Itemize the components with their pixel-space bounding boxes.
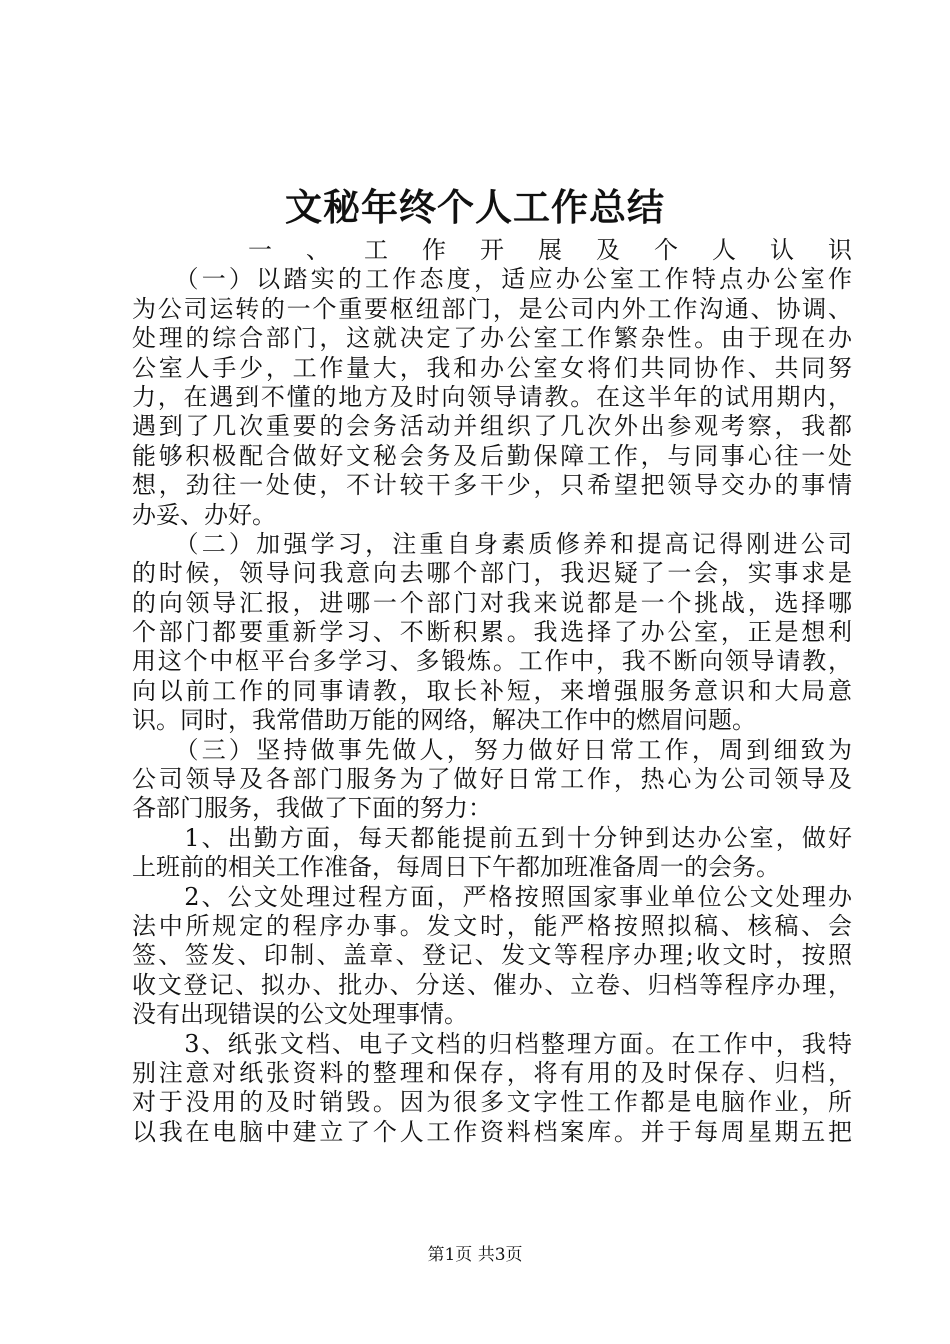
text-line: 一、工作开展及个人认识	[132, 236, 852, 264]
text-line: 别注意对纸张资料的整理和保存，将有用的及时保存、归档，	[132, 1058, 852, 1087]
text-line: （三）坚持做事先做人，努力做好日常工作，周到细致为	[132, 735, 852, 764]
text-line: 3、纸张文档、电子文档的归档整理方面。在工作中，我特	[132, 1029, 852, 1058]
text-line: 处理的综合部门，这就决定了办公室工作繁杂性。由于现在办	[132, 324, 852, 353]
text-line: 识。同时，我常借助万能的网络，解决工作中的燃眉问题。	[132, 706, 756, 735]
text-line: 向以前工作的同事请教，取长补短，来增强服务意识和大局意	[132, 676, 852, 705]
text-line: 用这个中枢平台多学习、多锻炼。工作中，我不断向领导请教，	[132, 647, 852, 676]
text-line: 以我在电脑中建立了个人工作资料档案库。并于每周星期五把	[132, 1117, 852, 1146]
text-line: 的向领导汇报，进哪一个部门对我来说都是一个挑战，选择哪	[132, 588, 852, 617]
text-line: 1、出勤方面，每天都能提前五到十分钟到达办公室，做好	[132, 823, 852, 852]
text-line: 没有出现错误的公文处理事情。	[132, 1000, 468, 1029]
text-line: 为公司运转的一个重要枢纽部门，是公司内外工作沟通、协调、	[132, 294, 852, 323]
page-footer: 第1页 共3页	[427, 1245, 523, 1265]
text-line: 上班前的相关工作准备，每周日下午都加班准备周一的会务。	[132, 853, 780, 882]
text-line: 对于没用的及时销毁。因为很多文字性工作都是电脑作业，所	[132, 1088, 852, 1117]
text-line: （一）以踏实的工作态度，适应办公室工作特点办公室作	[132, 265, 852, 294]
text-line: 个部门都要重新学习、不断积累。我选择了办公室，正是想利	[132, 618, 852, 647]
text-line: 各部门服务，我做了下面的努力：	[132, 794, 492, 823]
text-line: 公司领导及各部门服务为了做好日常工作，热心为公司领导及	[132, 765, 852, 794]
text-line: 公室人手少，工作量大，我和办公室女将们共同协作、共同努	[132, 353, 852, 382]
text-line: 力，在遇到不懂的地方及时向领导请教。在这半年的试用期内，	[132, 382, 852, 411]
document-title: 文秘年终个人工作总结	[285, 185, 665, 229]
text-line: 办妥、办好。	[132, 500, 276, 529]
text-line: 收文登记、拟办、批办、分送、催办、立卷、归档等程序办理，	[132, 970, 852, 999]
text-line: 2、公文处理过程方面，严格按照国家事业单位公文处理办	[132, 882, 852, 911]
text-line: 遇到了几次重要的会务活动并组织了几次外出参观考察，我都	[132, 412, 852, 441]
text-line: 签、签发、印制、盖章、登记、发文等程序办理;收文时，按照	[132, 941, 852, 970]
text-line: 能够积极配合做好文秘会务及后勤保障工作，与同事心往一处	[132, 441, 852, 470]
document-body	[132, 236, 852, 1147]
text-line: 的时候，领导问我意向去哪个部门，我迟疑了一会，实事求是	[132, 559, 852, 588]
text-line: 法中所规定的程序办事。发文时，能严格按照拟稿、核稿、会	[132, 911, 852, 940]
text-line: （二）加强学习，注重自身素质修养和提高记得刚进公司	[132, 529, 852, 558]
text-line: 想，劲往一处使，不计较干多干少，只希望把领导交办的事情	[132, 471, 852, 500]
